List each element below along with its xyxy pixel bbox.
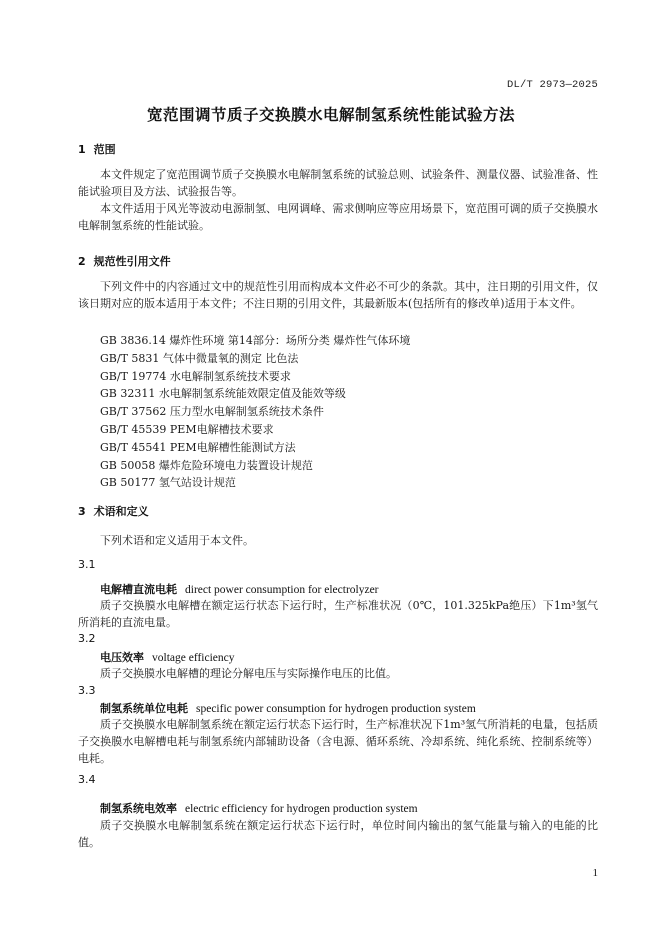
term-english: specific power consumption for hydrogen production system (196, 703, 476, 715)
term-chinese: 电压效率 (100, 651, 144, 664)
section-heading-terms-definitions (78, 503, 149, 519)
scope-paragraph-1: 本文件规定了宽范围调节质子交换膜水电解制氢系统的试验总则、试验条件、测量仪器、试验准备、性能试验项目及方法、试验报告等。 (78, 168, 598, 198)
standard-code: DL/T 2973—2025 (506, 79, 598, 91)
term-english: voltage efficiency (152, 652, 235, 664)
term-chinese: 制氢系统电效率 (100, 802, 177, 815)
section-number: 3 (78, 505, 86, 518)
term-definition: 质子交换膜水电解槽在额定运行状态下运行时，生产标准状况（0℃，101.325kPa绝压）下1m³氢气所消耗的直流电量。 (78, 599, 598, 629)
term-heading (100, 800, 418, 816)
term-definition: 质子交换膜水电解槽的理论分解电压与实际操作电压的比值。 (100, 667, 397, 680)
document-title: 宽范围调节质子交换膜水电解制氢系统性能试验方法 (146, 106, 515, 124)
term-definition: 质子交换膜水电解制氢系统在额定运行状态下运行时，生产标准状况下1m³氢气所消耗的电量，包括质子交换膜水电解槽电耗与制氢系统内部辅助设备（含电源、循环系统、冷却系统、纯化系统、控制系统等）电耗。 (78, 718, 598, 765)
section-title: 规范性引用文件 (93, 255, 171, 268)
reference-item: GB/T 45541 PEM电解槽性能测试方法 (100, 440, 296, 454)
term-number: 3.3 (78, 684, 96, 697)
section-number: 2 (78, 255, 86, 268)
reference-item: GB 32311 水电解制氢系统能效限定值及能效等级 (100, 387, 346, 401)
term-english: electric efficiency for hydrogen production system (185, 803, 418, 815)
section-heading-normative-references (78, 253, 171, 269)
section-title: 范围 (93, 143, 116, 156)
reference-item: GB/T 45539 PEM电解槽技术要求 (100, 422, 274, 436)
section-title: 术语和定义 (93, 505, 149, 518)
term-number: 3.1 (78, 558, 96, 571)
reference-item: GB 50058 爆炸危险环境电力装置设计规范 (100, 458, 313, 472)
term-heading (100, 649, 234, 665)
term-number: 3.2 (78, 632, 96, 645)
references-intro-paragraph: 下列文件中的内容通过文中的规范性引用而构成本文件必不可少的条款。其中，注日期的引用文件，仅该日期对应的版本适用于本文件；不注日期的引用文件，其最新版本(包括所有的修改单)适用于本文件。 (78, 280, 598, 310)
reference-item: GB/T 37562 压力型水电解制氢系统技术条件 (100, 405, 324, 419)
page-number: 1 (592, 867, 598, 879)
term-number: 3.4 (78, 773, 96, 786)
reference-item: GB/T 5831 气体中微量氧的测定 比色法 (100, 351, 299, 365)
reference-item: GB 3836.14 爆炸性环境 第14部分：场所分类 爆炸性气体环境 (100, 334, 411, 347)
reference-item: GB 50177 氢气站设计规范 (100, 476, 236, 490)
reference-item: GB/T 19774 水电解制氢系统技术要求 (100, 369, 291, 383)
reference-list (100, 332, 410, 492)
section-number: 1 (78, 143, 86, 156)
term-chinese: 电解槽直流电耗 (100, 583, 177, 596)
section-heading-scope (78, 141, 116, 157)
term-english: direct power consumption for electrolyzer (185, 584, 379, 596)
term-heading (100, 581, 379, 597)
term-definition: 质子交换膜水电解制氢系统在额定运行状态下运行时，单位时间内输出的氢气能量与输入的电能的比值。 (78, 819, 598, 849)
scope-paragraph-2: 本文件适用于风光等波动电源制氢、电网调峰、需求侧响应等应用场景下，宽范围可调的质子交换膜水电解制氢系统的性能试验。 (78, 202, 598, 232)
term-chinese: 制氢系统单位电耗 (100, 702, 188, 715)
terms-intro-paragraph: 下列术语和定义适用于本文件。 (100, 534, 254, 547)
term-heading (100, 700, 476, 716)
